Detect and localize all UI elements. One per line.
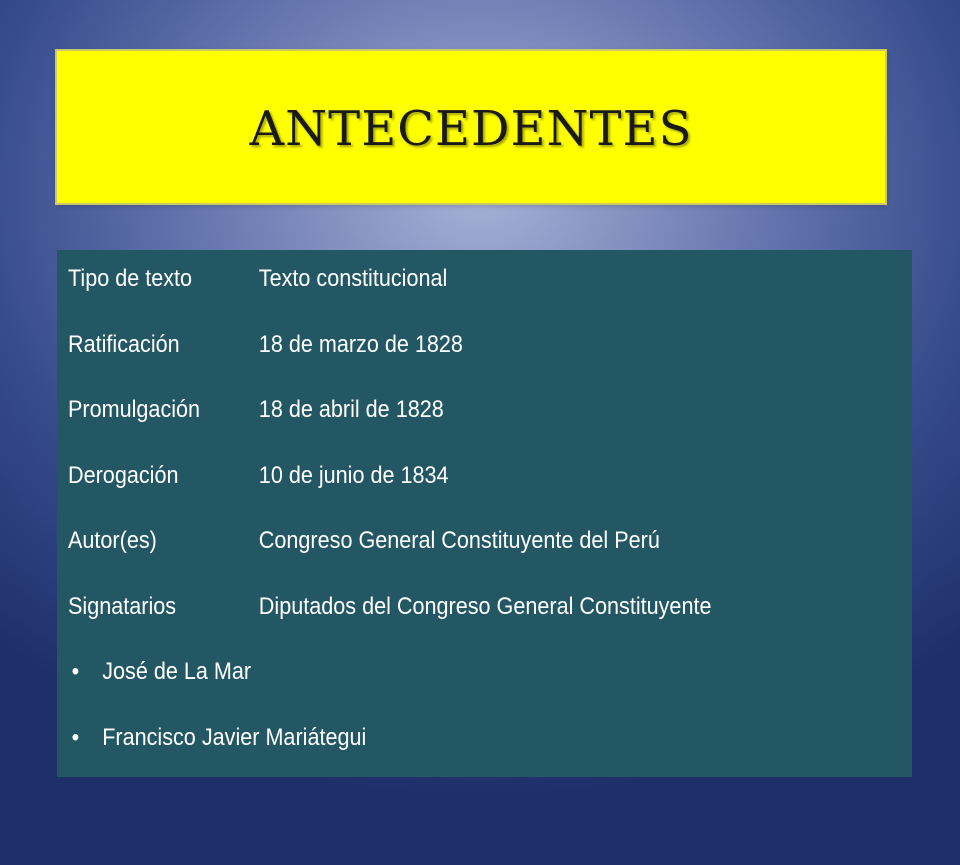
list-item (68, 655, 828, 721)
bullet-marker: • (71, 658, 80, 685)
row-value: 18 de marzo de 1828 (258, 330, 463, 358)
list-item (68, 721, 828, 787)
table-row (68, 393, 828, 459)
bullet-marker: • (71, 723, 80, 751)
signatory-name: José de La Mar (102, 658, 252, 685)
title-banner (57, 51, 885, 203)
row-label: Signatarios (68, 592, 177, 620)
table-row (68, 459, 828, 525)
row-value: Congreso General Constituyente del Perú (258, 527, 660, 554)
table-row (68, 328, 828, 394)
row-value: 10 de junio de 1834 (258, 461, 449, 489)
table-row (68, 524, 828, 590)
row-label: Ratificación (68, 330, 180, 358)
row-value: Texto constitucional (258, 265, 448, 292)
row-label: Derogación (68, 461, 179, 489)
table-row (68, 590, 828, 656)
row-value: 18 de abril de 1828 (258, 396, 444, 423)
slide-title: ANTECEDENTES (249, 101, 693, 157)
table-row (68, 262, 828, 328)
row-label: Tipo de texto (68, 265, 193, 292)
row-label: Autor(es) (68, 527, 157, 554)
row-value: Diputados del Congreso General Constituyente (258, 592, 712, 620)
info-panel (57, 250, 912, 777)
signatory-name: Francisco Javier Mariátegui (102, 723, 367, 751)
row-label: Promulgación (68, 396, 201, 423)
